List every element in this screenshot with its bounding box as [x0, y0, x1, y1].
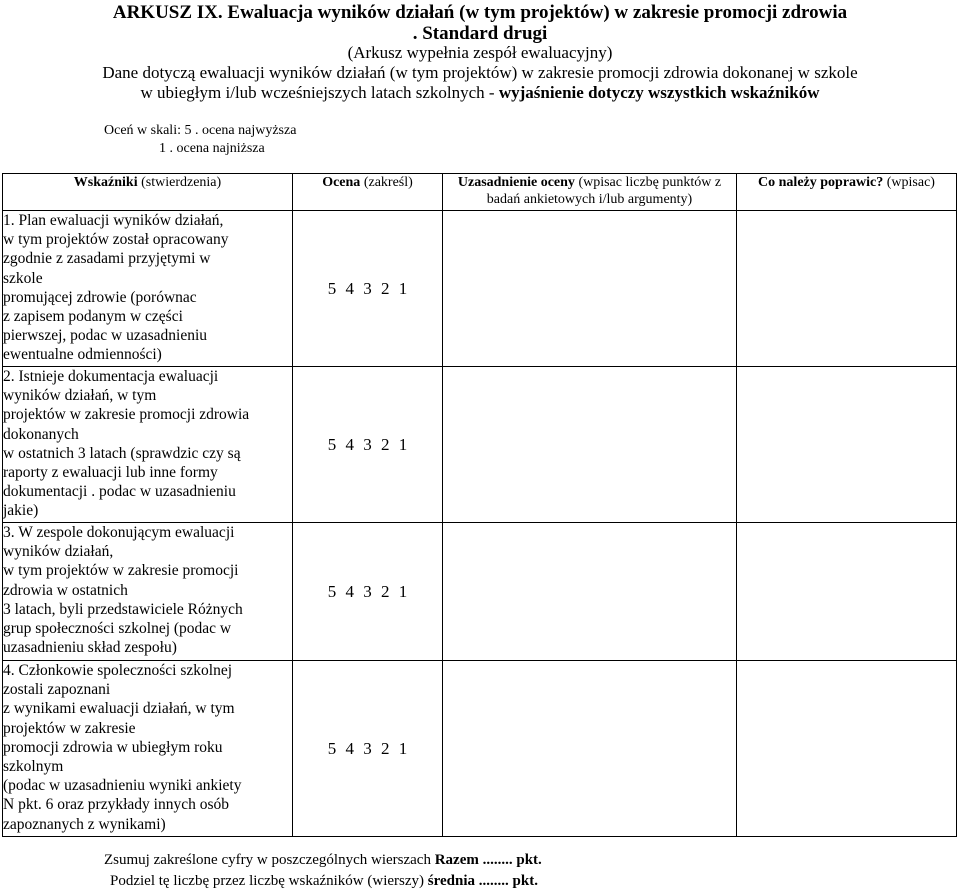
evaluation-table: [2, 173, 957, 837]
footer-total-field[interactable]: Razem ........ pkt.: [434, 852, 542, 868]
description-line-2: [0, 83, 960, 102]
indicator-cell: 1. Plan ewaluacji wyników działań, w tym projektów został opracowany zgodnie z zasadami przyjętymi w szkole promującej zdrowie (porównac z zapisem podanym w części pierwszej, podac w uzasadnieniu ewentualne odmienności): [3, 211, 293, 367]
rating-cell[interactable]: 5 4 3 2 1: [293, 211, 443, 367]
footer-sum-text: Zsumuj zakreślone cyfry w poszczególnych wierszach: [104, 852, 435, 868]
table-row: [3, 211, 957, 367]
header-rating: Ocena (zakreśl): [293, 174, 443, 211]
scale-line-2: 1 . ocena najniższa: [159, 141, 265, 156]
document-title: ARKUSZ IX. Ewaluacja wyników działań (w tym projektów) w zakresie promocji zdrowia: [112, 2, 848, 23]
table-row: [3, 367, 957, 523]
document-subtitle: (Arkusz wypełnia zespół ewaluacyjny): [347, 43, 613, 62]
table-row: [3, 661, 957, 837]
description-line-2-bold: wyjaśnienie dotyczy wszystkich wskaźników: [498, 83, 820, 102]
footer-sum-line: [104, 851, 542, 869]
document-title-standard: . Standard drugi: [412, 23, 548, 44]
justification-cell[interactable]: [443, 523, 737, 661]
header-improvements: Co należy poprawic? (wpisac): [737, 174, 957, 211]
header-justification: Uzasadnienie oceny (wpisac liczbę punktów z badań ankietowych i/lub argumenty): [443, 174, 737, 211]
description-line-1: Dane dotyczą ewaluacji wyników działań (w tym projektów) w zakresie promocji zdrowia dokonanej w szkole: [102, 63, 858, 82]
description-line-2-text: w ubiegłym i/lub wcześniejszych latach szkolnych -: [140, 83, 499, 102]
rating-cell[interactable]: 5 4 3 2 1: [293, 523, 443, 661]
improvement-cell[interactable]: [737, 661, 957, 837]
improvement-cell[interactable]: [737, 211, 957, 367]
table-row: [3, 523, 957, 661]
indicator-cell: 2. Istnieje dokumentacja ewaluacji wyników działań, w tym projektów w zakresie promocji zdrowia dokonanych w ostatnich 3 latach (sprawdzic czy są raporty z ewaluacji lub inne formy dokumentacji . podac w uzasadnieniu jakie): [3, 367, 293, 523]
table-header-row: [3, 174, 957, 211]
scale-line-1: Oceń w skali: 5 . ocena najwyższa: [104, 123, 297, 138]
rating-cell[interactable]: 5 4 3 2 1: [293, 661, 443, 837]
header-indicators: Wskaźniki (stwierdzenia): [3, 174, 293, 211]
footer-average-line: [110, 872, 538, 890]
indicator-cell: 3. W zespole dokonującym ewaluacji wyników działań, w tym projektów w zakresie promocji zdrowia w ostatnich 3 latach, byli przedstawiciele Różnych grup społeczności szkolnej (podac w uzasadnieniu skład zespołu): [3, 523, 293, 661]
indicator-cell: 4. Członkowie spoleczności szkolnej zostali zapoznani z wynikami ewaluacji działań, w tym projektów w zakresie promocji zdrowia w ubiegłym roku szkolnym (podac w uzasadnieniu wyniki ankiety N pkt. 6 oraz przykłady innych osób zapoznanych z wynikami): [3, 661, 293, 837]
footer-average-field[interactable]: średnia ........ pkt.: [427, 873, 538, 889]
improvement-cell[interactable]: [737, 367, 957, 523]
justification-cell[interactable]: [443, 211, 737, 367]
footer-average-text: Podziel tę liczbę przez liczbę wskaźników (wierszy): [110, 873, 428, 889]
justification-cell[interactable]: [443, 367, 737, 523]
justification-cell[interactable]: [443, 661, 737, 837]
rating-cell[interactable]: 5 4 3 2 1: [293, 367, 443, 523]
improvement-cell[interactable]: [737, 523, 957, 661]
